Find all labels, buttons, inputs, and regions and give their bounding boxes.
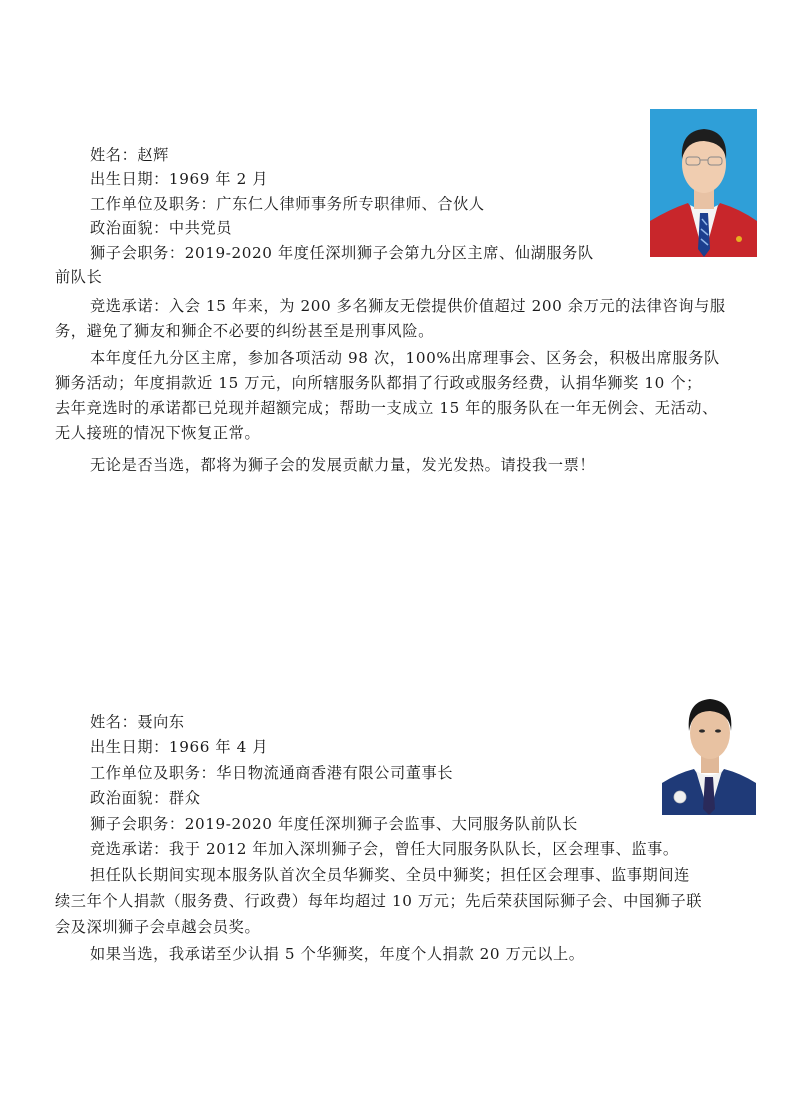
closing-pledge: 如果当选，我承诺至少认捐 5 个华狮奖，年度个人捐款 20 万元以上。 <box>90 945 585 963</box>
achievements-paragraph: 担任队长期间实现本服务队首次全员华狮奖、全员中狮奖；担任区会理事、监事期间连 <box>90 866 690 884</box>
campaign-pledge: 竞选承诺：我于 2012 年加入深圳狮子会，曾任大同服务队队长，区会理事、监事。 <box>90 840 679 858</box>
employer-position: 工作单位及职务：华日物流通商香港有限公司董事长 <box>90 764 454 782</box>
achievements-paragraph-cont: 续三年个人捐款（服务费、行政费）每年均超过 10 万元；先后荣获国际狮子会、中国狮子联 <box>55 892 703 910</box>
birth-date: 出生日期：1969 年 2 月 <box>90 170 269 188</box>
lions-club-role: 狮子会职务：2019-2020 年度任深圳狮子会第九分区主席、仙湖服务队 <box>90 244 594 262</box>
political-affiliation: 政治面貌：群众 <box>90 789 201 807</box>
annual-activities-paragraph: 本年度任九分区主席，参加各项活动 98 次，100%出席理事会、区务会，积极出席服务队 <box>90 349 720 367</box>
annual-activities-paragraph-cont: 去年竞选时的承诺都已兑现并超额完成；帮助一支成立 15 年的服务队在一年无例会、无活动、 <box>55 399 718 417</box>
lions-club-role-cont: 前队长 <box>55 268 103 286</box>
candidate-name: 姓名：聂向东 <box>90 713 185 731</box>
annual-activities-paragraph-cont: 狮务活动；年度捐款近 15 万元，向所辖服务队都捐了行政或服务经费，认捐华狮奖 10 个； <box>55 374 702 392</box>
employer-position: 工作单位及职务：广东仁人律师事务所专职律师、合伙人 <box>90 195 485 213</box>
lions-club-role: 狮子会职务：2019-2020 年度任深圳狮子会监事、大同服务队前队长 <box>90 815 578 833</box>
candidate-photo <box>662 685 756 815</box>
annual-activities-paragraph-cont: 无人接班的情况下恢复正常。 <box>55 424 261 442</box>
portrait-photo-icon <box>662 685 756 815</box>
birth-date: 出生日期：1966 年 4 月 <box>90 738 269 756</box>
achievements-paragraph-cont: 会及深圳狮子会卓越会员奖。 <box>55 918 261 936</box>
political-affiliation: 政治面貌：中共党员 <box>90 219 233 237</box>
candidate-photo <box>650 109 757 257</box>
campaign-pledge: 竞选承诺：入会 15 年来，为 200 多名狮友无偿提供价值超过 200 余万元的法律咨询与服 <box>90 297 726 315</box>
portrait-photo-icon <box>650 109 757 257</box>
candidate-name: 姓名：赵辉 <box>90 146 169 164</box>
closing-appeal: 无论是否当选，都将为狮子会的发展贡献力量，发光发热。请投我一票！ <box>90 456 596 474</box>
campaign-pledge-cont: 务，避免了狮友和狮企不必要的纠纷甚至是刑事风险。 <box>55 322 434 340</box>
